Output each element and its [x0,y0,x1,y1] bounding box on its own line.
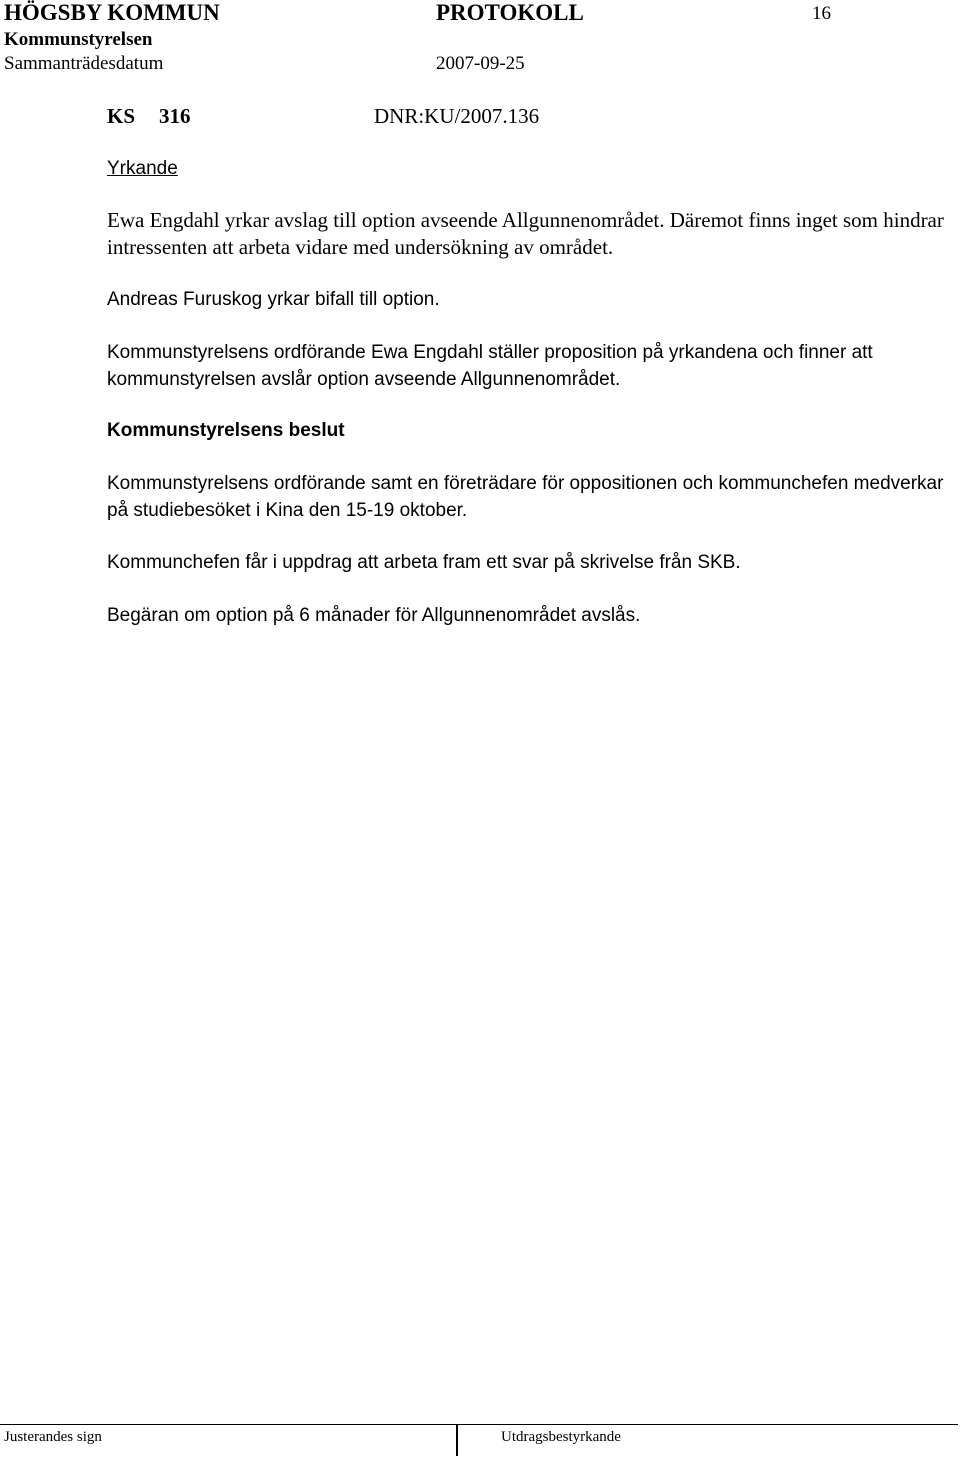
paragraph-3: Kommunstyrelsens ordförande Ewa Engdahl ställer proposition på yrkandena och finner att kommunstyrelsen avslår option avseende Allgunnenområdet. [107,342,873,390]
footer-separator [456,1424,458,1456]
section-heading-beslut: Kommunstyrelsens beslut [107,420,345,441]
meeting-date-label: Sammanträdesdatum [4,53,164,74]
footer-certification-label: Utdragsbestyrkande [501,1429,621,1445]
paragraph-2: Andreas Furuskog yrkar bifall till option. [107,289,440,310]
footer-divider [0,1424,958,1425]
governing-body: Kommunstyrelsen [4,29,153,50]
paragraph-6: Begäran om option på 6 månader för Allgunnenområdet avslås. [107,605,641,626]
organization-name: HÖGSBY KOMMUN [4,0,220,25]
paragraph-4: Kommunstyrelsens ordförande samt en företrädare för oppositionen och kommunchefen medverkar på studiebesöket i Kina den 15-19 oktober. [107,473,944,521]
case-ks-number: 316 [159,104,191,128]
paragraph-5: Kommunchefen får i uppdrag att arbeta fram ett svar på skrivelse från SKB. [107,552,741,573]
meeting-date: 2007-09-25 [436,53,525,74]
section-heading-yrkande: Yrkande [107,158,178,179]
case-dnr: DNR:KU/2007.136 [374,104,540,128]
case-ks-label: KS [107,104,136,128]
footer-signature-label: Justerandes sign [4,1429,102,1445]
document-type: PROTOKOLL [436,0,584,25]
page-number: 16 [812,3,831,24]
paragraph-1: Ewa Engdahl yrkar avslag till option avseende Allgunnenområdet. Däremot finns inget som hindrar intressenten att arbeta vidare med undersökning av området. [107,208,944,259]
